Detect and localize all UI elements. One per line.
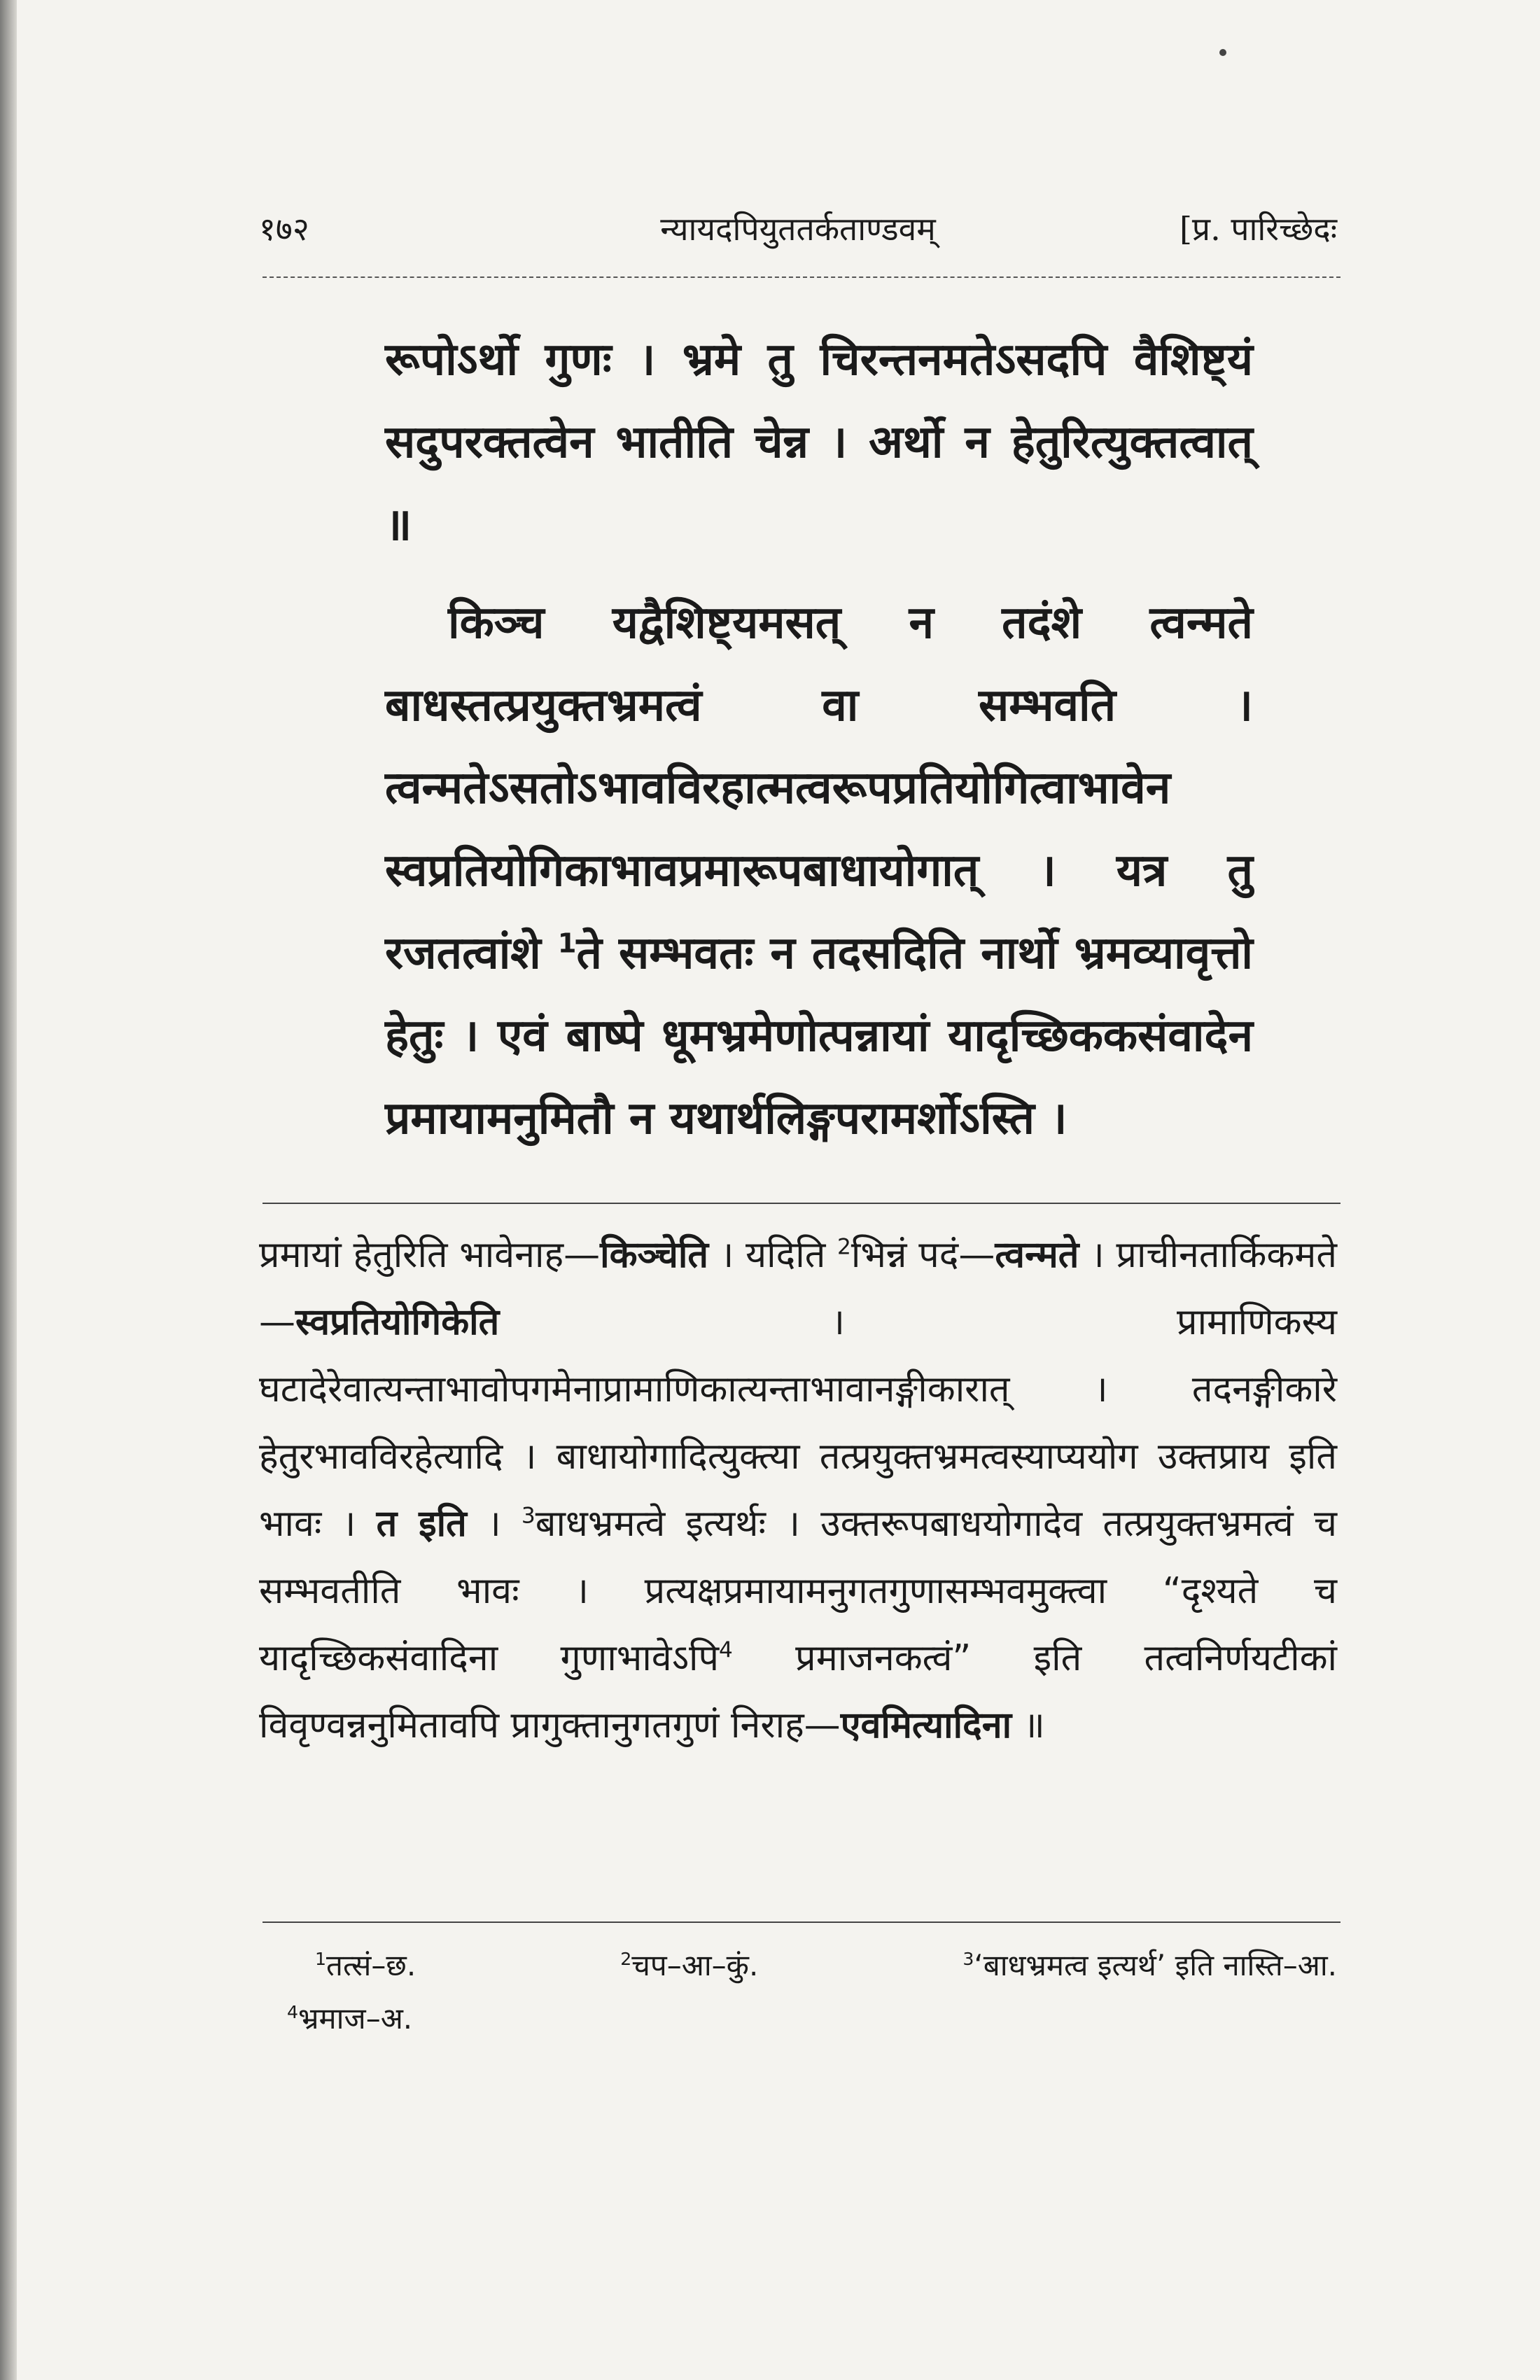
- page-number: १७२: [259, 210, 309, 248]
- footnote-3: [962, 1939, 1337, 1992]
- footnote-2: [620, 1939, 758, 1992]
- footnote-number: 4: [287, 2002, 299, 2022]
- commentary-run: ।: [466, 1503, 522, 1545]
- commentary-run: बाधभ्रमत्वे इत्यर्थः । उक्तरूपबाधयोगादेव तत्प्रयुक्तभ्रमत्वं च सम्भवतीति भावः । प्रत्यक्षप्रमायामनुगतगुणासम्भवमुक्त्वा “दृश्यते च यादृच्छिकसंवादिना गुणाभावेऽपि: [259, 1503, 1337, 1679]
- footnote-1: [315, 1939, 416, 1992]
- section-label: [प्र. पारिच्छेदः: [1179, 210, 1337, 248]
- commentary-rule: [262, 1203, 1340, 1204]
- commentary-run: । यदिति: [708, 1234, 838, 1276]
- running-header: [252, 206, 1344, 262]
- ink-speck: [1219, 49, 1226, 56]
- footnote-line: [315, 1939, 1337, 1992]
- footnote-rule: [262, 1921, 1340, 1923]
- commentary-text: [259, 1222, 1337, 1759]
- main-paragraph-2: [385, 582, 1253, 1160]
- commentary-run: । प्रामाणिकस्य घटादेरेवात्यन्ताभावोपगमेनाप्रामाणिकात्यन्ताभावानङ्गीकारात् । तदनङ्गीकारे हेतुरभावविरहेत्यादि । बाधायोगादित्युक्त्या तत्प्रयुक्तभ्रमत्वस्याप्ययोग उक्तप्राय इति भावः ।: [259, 1301, 1337, 1545]
- commentary-lemma: किञ्चेति: [600, 1234, 708, 1276]
- footnote-marker: 2: [837, 1234, 851, 1260]
- footnote-marker: 3: [521, 1503, 536, 1529]
- footnote-text: तत्सं–छ.: [326, 1948, 416, 1982]
- footnote-number: 3: [962, 1949, 974, 1969]
- footnote-marker: 1: [557, 927, 577, 960]
- footnote-line: [287, 1992, 1337, 2045]
- main-paragraph-2-a: किञ्च यद्वैशिष्ट्यमसत् न तदंशे त्वन्मते बाधस्तत्प्रयुक्तभ्रमत्वं वा सम्भवति । त्वन्मतेऽसतोऽभावविरहात्मत्वरूपप्रतियोगित्वाभावेन स्वप्रतियोगिकाभावप्रमारूपबाधायोगात् । यत्र तु रजतत्वांशे: [385, 597, 1253, 979]
- footnote-number: 2: [620, 1949, 632, 1969]
- commentary-run: । प्राचीनतार्किकमते—: [259, 1234, 1338, 1343]
- main-text: [385, 318, 1253, 1160]
- commentary-run: प्रमाजनकत्वं” इति तत्वनिर्णयटीकां विवृण्वन्ननुमितावपि प्रागुक्तानुगतगुणं निराह—: [259, 1637, 1337, 1746]
- footnote-text: भ्रमाज–अ.: [298, 2001, 413, 2036]
- commentary-lemma: त इति: [376, 1503, 467, 1545]
- commentary-lemma: एवमित्यादिना: [840, 1704, 1012, 1746]
- footnote-text: ‘बाधभ्रमत्व इत्यर्थ’ इति नास्ति–आ.: [974, 1948, 1337, 1982]
- footnote-text: चप–आ–कुं.: [631, 1948, 759, 1982]
- commentary-run: भिन्नं पदं—: [850, 1234, 995, 1276]
- main-paragraph-2-b: ते सम्भवतः न तदसदिति नार्थो भ्रमव्यावृत्तो हेतुः । एवं बाष्पे धूमभ्रमेणोत्पन्नायां यादृच्छिककसंवादेन प्रमायामनुमितौ न यथार्थलिङ्गपरामर्शोऽस्ति ।: [385, 927, 1253, 1144]
- footnote-number: 1: [315, 1949, 327, 1969]
- footnote-4: [287, 2001, 412, 2036]
- page-binding-edge: [0, 0, 17, 2380]
- footnote-marker: 4: [719, 1637, 733, 1663]
- main-paragraph-1: रूपोऽर्थो गुणः । भ्रमे तु चिरन्तनमतेऽसदपि वैशिष्ट्यं सदुपरक्तत्वेन भातीति चेन्न । अर्थो न हेतुरित्युक्तत्वात् ॥: [385, 334, 1253, 551]
- commentary-run: प्रमायां हेतुरिति भावेनाह—: [259, 1234, 601, 1276]
- commentary-paragraph: [259, 1222, 1337, 1759]
- commentary-lemma: स्वप्रतियोगिकेति: [295, 1301, 500, 1343]
- header-rule: [262, 276, 1340, 278]
- commentary-lemma: त्वन्मते: [995, 1234, 1079, 1276]
- commentary-run: ॥: [1011, 1704, 1045, 1746]
- running-title: न्यायदपियुततर्कताण्डवम्: [660, 210, 936, 248]
- footnotes: [287, 1939, 1337, 2045]
